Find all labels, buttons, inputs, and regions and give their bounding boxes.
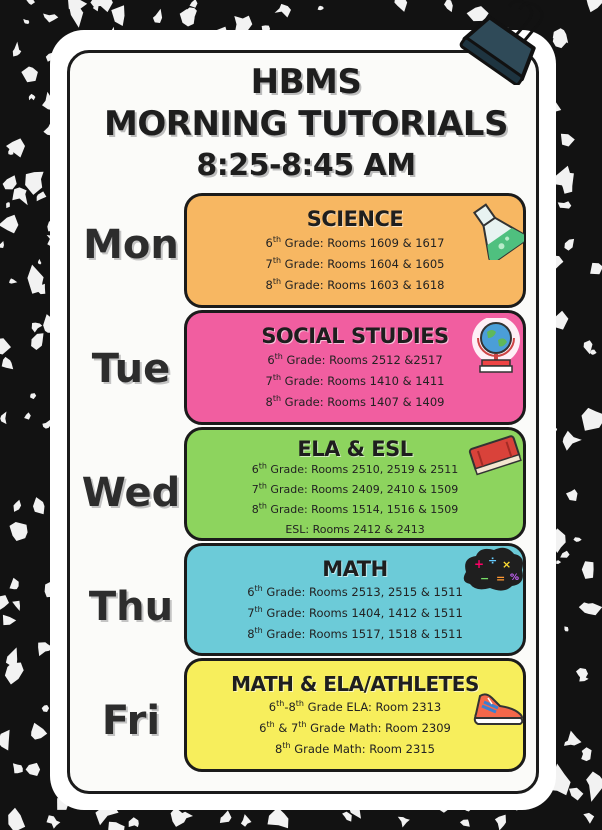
svg-text:−: − (480, 572, 490, 585)
subject-title: MATH & ELA/ATHLETES (231, 672, 479, 696)
room-line: 6th & 7th Grade Math: Room 2309 (259, 720, 451, 735)
flask-icon (466, 200, 524, 260)
poster-time: 8:25-8:45 AM (196, 148, 416, 183)
room-line: 8th Grade: Rooms 1517, 1518 & 1511 (247, 626, 463, 641)
room-line: 8th Grade Math: Room 2315 (275, 741, 435, 756)
svg-text:=: = (496, 572, 506, 585)
room-line: 6th Grade: Rooms 2513, 2515 & 1511 (247, 584, 463, 599)
subject-title: ELA & ESL (297, 437, 413, 461)
room-line: ESL: Rooms 2412 & 2413 (285, 523, 425, 536)
room-line: 6th Grade: Rooms 2512 &2517 (267, 352, 443, 367)
svg-text:×: × (502, 558, 512, 571)
room-line: 8th Grade: Rooms 1603 & 1618 (265, 277, 445, 292)
room-line: 7th Grade: Rooms 1410 & 1411 (265, 373, 445, 388)
room-line: 6th Grade: Rooms 1609 & 1617 (265, 235, 445, 250)
sneaker-icon (470, 688, 526, 728)
book-icon (466, 432, 524, 478)
room-line: 7th Grade: Rooms 1604 & 1605 (265, 256, 445, 271)
room-line: 8th Grade: Rooms 1407 & 1409 (265, 394, 445, 409)
math-symbols-icon (460, 546, 526, 592)
subject-title: MATH (322, 557, 388, 581)
poster-title: MORNING TUTORIALS (104, 104, 508, 144)
room-line: 6th Grade: Rooms 2510, 2519 & 2511 (251, 461, 459, 476)
day-label-thu: Thu (88, 584, 174, 630)
subject-title: SOCIAL STUDIES (261, 324, 449, 348)
subject-title: SCIENCE (306, 207, 404, 231)
globe-icon (470, 318, 522, 378)
day-label-fri: Fri (101, 698, 161, 744)
room-line: 7th Grade: Rooms 2409, 2410 & 1509 (251, 481, 459, 496)
day-label-tue: Tue (91, 346, 171, 392)
room-line: 6th-8th Grade ELA: Room 2313 (268, 699, 442, 714)
day-label-mon: Mon (83, 222, 179, 268)
poster-title-school: HBMS (250, 62, 362, 102)
svg-text:÷: ÷ (488, 554, 498, 567)
day-label-wed: Wed (81, 470, 181, 516)
svg-text:+: + (474, 557, 485, 571)
room-line: 7th Grade: Rooms 1404, 1412 & 1511 (247, 605, 463, 620)
svg-text:%: % (510, 573, 520, 583)
room-line: 8th Grade: Rooms 1514, 1516 & 1509 (251, 501, 459, 516)
